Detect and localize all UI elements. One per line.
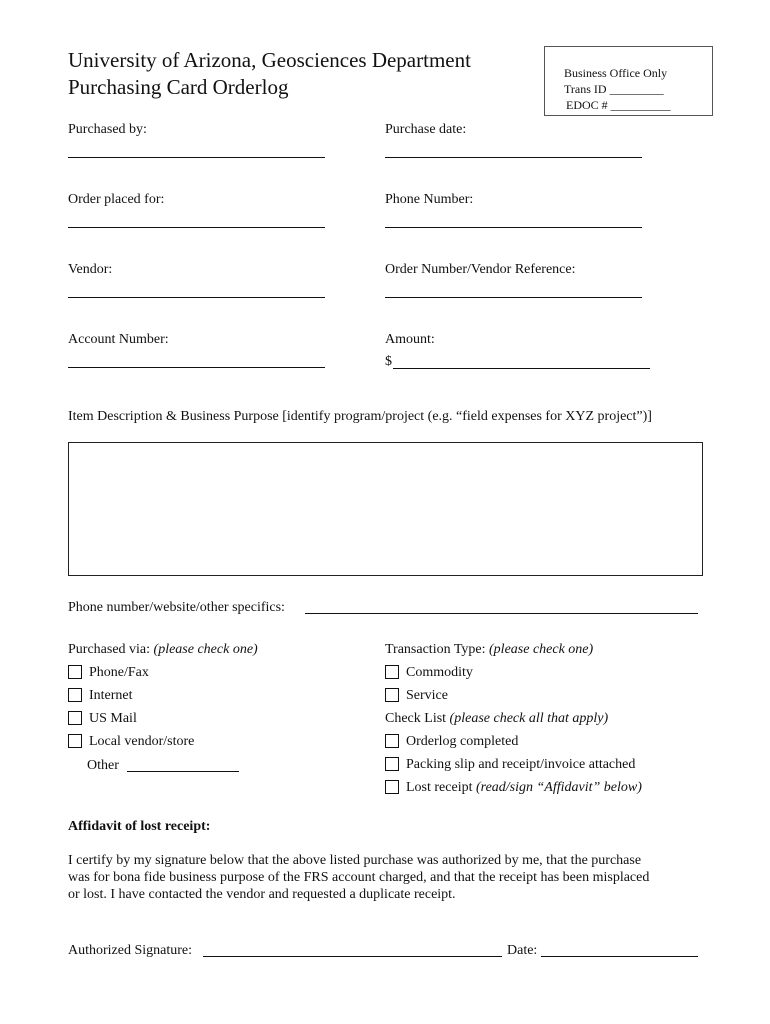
option-lost-receipt: Lost receipt [406, 780, 473, 795]
transaction-type-label: Transaction Type: [385, 642, 486, 657]
affidavit-line-3: or lost. I have contacted the vendor and requested a duplicate receipt. [68, 887, 456, 902]
option-service: Service [406, 688, 448, 703]
checkbox-orderlog-completed[interactable] [385, 734, 399, 748]
option-internet: Internet [89, 688, 133, 703]
other-field[interactable] [127, 771, 239, 772]
title-line-1: University of Arizona, Geosciences Department [68, 48, 471, 72]
amount-field[interactable] [393, 368, 650, 369]
purchased-via-heading [68, 641, 258, 659]
purchased-via-label: Purchased via: [68, 642, 151, 657]
checkbox-us-mail[interactable] [68, 711, 82, 725]
transaction-type-hint: (please check one) [489, 642, 594, 657]
checkbox-local-vendor[interactable] [68, 734, 82, 748]
description-label: Item Description & Business Purpose [identify program/project (e.g. “field expenses for XYZ project”)] [68, 409, 652, 424]
business-office-box [544, 46, 713, 116]
option-commodity: Commodity [406, 665, 473, 680]
title-line-2: Purchasing Card Orderlog [68, 75, 289, 99]
description-textarea[interactable] [68, 442, 703, 576]
purchased-by-field[interactable] [68, 157, 325, 158]
checkbox-lost-receipt[interactable] [385, 780, 399, 794]
option-us-mail: US Mail [89, 711, 137, 726]
checkbox-phone-fax[interactable] [68, 665, 82, 679]
authorized-signature-field[interactable] [203, 956, 502, 957]
checkbox-service[interactable] [385, 688, 399, 702]
order-placed-for-field[interactable] [68, 227, 325, 228]
order-number-label: Order Number/Vendor Reference: [385, 262, 576, 277]
date-label: Date: [507, 943, 538, 958]
check-list-heading [385, 710, 608, 728]
check-list-hint: (please check all that apply) [449, 711, 609, 726]
checkbox-commodity[interactable] [385, 665, 399, 679]
option-local-vendor: Local vendor/store [89, 734, 195, 749]
check-list-label: Check List [385, 711, 447, 726]
account-number-label: Account Number: [68, 332, 169, 347]
lost-receipt-hint: (read/sign “Affidavit” below) [475, 780, 642, 795]
purchase-date-field[interactable] [385, 157, 642, 158]
order-number-field[interactable] [385, 297, 642, 298]
account-number-field[interactable] [68, 367, 325, 368]
affidavit-text [68, 852, 708, 903]
checkbox-packing-slip[interactable] [385, 757, 399, 771]
date-field[interactable] [541, 956, 698, 957]
purchased-via-hint: (please check one) [153, 642, 258, 657]
phone-number-field[interactable] [385, 227, 642, 228]
phone-number-label: Phone Number: [385, 192, 474, 207]
amount-label: Amount: [385, 332, 435, 347]
form-title [68, 47, 471, 101]
affidavit-line-1: I certify by my signature below that the above listed purchase was authorized by me, that the purchase [68, 853, 642, 868]
trans-id-field: Trans ID _________ [564, 82, 664, 96]
dollar-sign: $ [385, 354, 392, 369]
specifics-field[interactable] [305, 613, 698, 614]
vendor-field[interactable] [68, 297, 325, 298]
transaction-type-heading [385, 641, 593, 659]
vendor-label: Vendor: [68, 262, 113, 277]
order-placed-for-label: Order placed for: [68, 192, 165, 207]
business-office-heading: Business Office Only [564, 66, 668, 80]
edoc-field: EDOC # __________ [566, 98, 671, 112]
checkbox-internet[interactable] [68, 688, 82, 702]
purchase-date-label: Purchase date: [385, 122, 467, 137]
description-value [69, 443, 702, 455]
authorized-signature-label: Authorized Signature: [68, 943, 193, 958]
option-other: Other [87, 758, 119, 773]
option-lost-receipt-row [406, 779, 642, 797]
affidavit-line-2: was for bona fide business purpose of the FRS account charged, and that the receipt has been misplaced [68, 870, 650, 885]
specifics-label: Phone number/website/other specifics: [68, 600, 285, 615]
option-phone-fax: Phone/Fax [89, 665, 149, 680]
purchased-by-label: Purchased by: [68, 122, 147, 137]
option-orderlog-completed: Orderlog completed [406, 734, 519, 749]
affidavit-heading: Affidavit of lost receipt: [68, 819, 211, 834]
option-packing-slip: Packing slip and receipt/invoice attached [406, 757, 636, 772]
